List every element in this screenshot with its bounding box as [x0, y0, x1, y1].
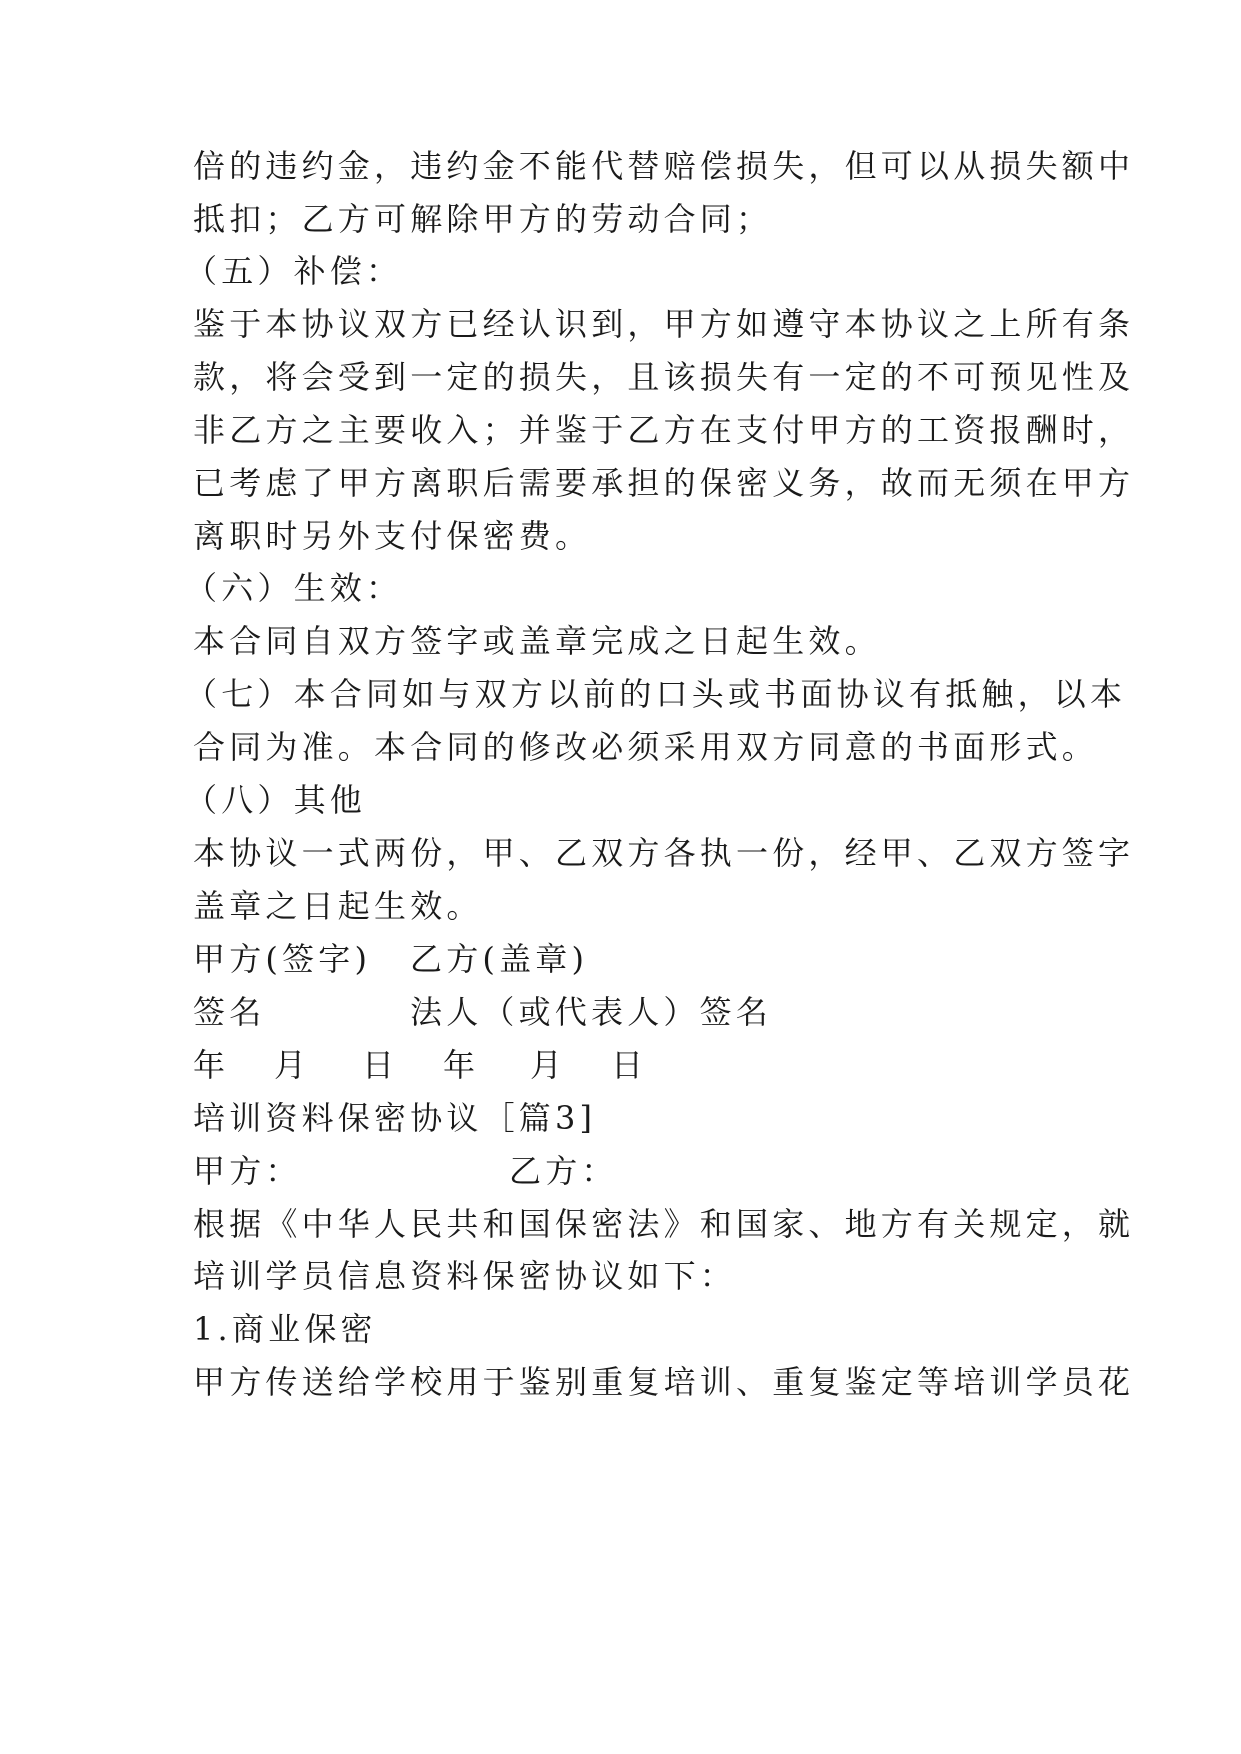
section-heading: （六）生效：	[185, 569, 403, 607]
body-line: 本协议一式两份，甲、乙双方各执一份，经甲、乙双方签字	[193, 834, 1135, 872]
date-day-b: 日	[611, 1046, 648, 1084]
legal-rep-sign-label: 法人（或代表人）签名	[410, 993, 773, 1031]
party-a-signature-label: 甲方(签字)	[193, 940, 372, 978]
party-a-label: 甲方：	[193, 1152, 302, 1190]
section-title: 培训资料保密协议［篇3]	[193, 1099, 597, 1137]
sign-label: 签名	[193, 993, 266, 1031]
body-line: 盖章之日起生效。	[193, 887, 483, 925]
date-year-b: 年	[443, 1046, 480, 1084]
body-line: 根据《中华人民共和国保密法》和国家、地方有关规定，就	[193, 1205, 1135, 1243]
date-day-a: 日	[362, 1046, 399, 1084]
party-b-seal-label: 乙方(盖章)	[410, 940, 589, 978]
subsection-heading: 1.商业保密	[193, 1310, 377, 1348]
body-line: 款，将会受到一定的损失，且该损失有一定的不可预见性及	[193, 358, 1135, 396]
body-line: 倍的违约金，违约金不能代替赔偿损失，但可以从损失额中	[193, 147, 1135, 185]
section-heading: （五）补偿：	[185, 252, 403, 290]
body-line: 鉴于本协议双方已经认识到，甲方如遵守本协议之上所有条	[193, 305, 1135, 343]
date-month-a: 月	[274, 1046, 311, 1084]
body-line: 离职时另外支付保密费。	[193, 517, 592, 555]
party-b-label: 乙方：	[509, 1152, 618, 1190]
date-month-b: 月	[530, 1046, 567, 1084]
body-line: 抵扣；乙方可解除甲方的劳动合同；	[193, 200, 773, 238]
body-line: 培训学员信息资料保密协议如下：	[193, 1257, 737, 1295]
date-year-a: 年	[193, 1046, 230, 1084]
section-heading: （八）其他	[185, 781, 367, 819]
body-line: 甲方传送给学校用于鉴别重复培训、重复鉴定等培训学员花	[193, 1363, 1135, 1401]
body-line: 合同为准。本合同的修改必须采用双方同意的书面形式。	[193, 728, 1099, 766]
body-line: （七）本合同如与双方以前的口头或书面协议有抵触，以本	[185, 675, 1127, 713]
body-line: 已考虑了甲方离职后需要承担的保密义务，故而无须在甲方	[193, 464, 1135, 502]
body-line: 本合同自双方签字或盖章完成之日起生效。	[193, 622, 881, 660]
body-line: 非乙方之主要收入；并鉴于乙方在支付甲方的工资报酬时，	[193, 411, 1135, 449]
